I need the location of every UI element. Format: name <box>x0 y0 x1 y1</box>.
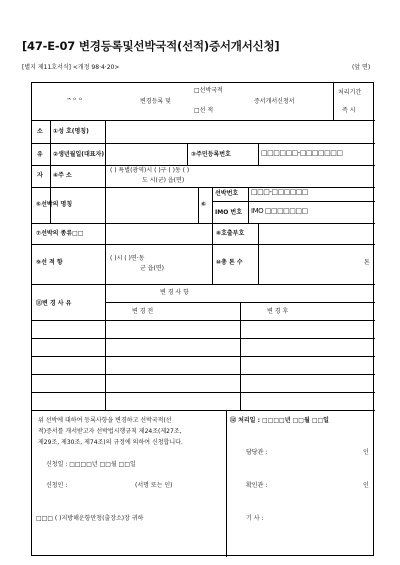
imo-number-field[interactable]: IMO □□□□□□□ <box>251 207 308 215</box>
rule <box>32 338 375 339</box>
rule <box>105 165 106 187</box>
rule <box>187 143 188 165</box>
address-label: ④주 소 <box>53 172 72 179</box>
processing-period-label: 처리기간 <box>338 89 362 96</box>
declaration-text: 위 선박에 대하여 등록사항을 변경하고 선박국적(선 <box>38 417 172 424</box>
birth-date-label: ②생년월일(대표자) <box>53 151 105 158</box>
page-title: [47-E-07 변경등록및선박국적(선적)증서개서신청] <box>22 39 280 53</box>
address-field[interactable]: ( ) 특별(광역)시 ( )구 ( )동 ( ) <box>110 167 190 174</box>
applicant-name-label: 신청인 : <box>46 482 68 489</box>
tonnage-unit: 톤 <box>364 259 370 266</box>
checker-label: 확인관 : <box>246 482 268 489</box>
port-of-registry-label: ⑨선 적 항 <box>36 259 63 266</box>
owner-name-label: ①성 호(명칭) <box>53 128 89 135</box>
certificate-title: 증서개서신청서 <box>254 98 295 105</box>
ship-number-label: 선박번호 <box>215 190 239 197</box>
declaration-text: 적)증서를 개서받고자 선박법시행규칙 제24조(제27조, <box>38 428 182 435</box>
rule <box>32 374 375 375</box>
rule <box>32 410 375 411</box>
rule <box>248 187 249 223</box>
rule <box>333 83 334 120</box>
application-form <box>31 82 374 556</box>
rule <box>258 244 259 284</box>
rule <box>198 187 199 223</box>
rule <box>32 120 375 121</box>
blank-label: ᄌᄋᄋ <box>66 98 84 105</box>
rule <box>105 120 106 143</box>
owner-side-label: 자 <box>37 172 43 179</box>
rule <box>32 187 375 188</box>
rule <box>105 244 106 284</box>
rule <box>258 143 259 165</box>
after-change-header: 변 경 후 <box>267 308 289 315</box>
gross-tonnage-label: ⑩총 톤 수 <box>216 259 243 266</box>
ship-type-label: ⑦선박의 종류□□ <box>36 230 84 237</box>
rule <box>32 356 375 357</box>
declaration-text: 제29조, 제30조, 제74조)의 규정에 의하여 신청합니다. <box>38 439 183 446</box>
rule <box>212 201 375 202</box>
rule <box>105 284 106 410</box>
rule <box>32 284 375 285</box>
before-change-header: 변 경 전 <box>132 308 154 315</box>
imo-number-label: IMO 번호 <box>215 209 242 216</box>
form-subtitle: [별지 제11호서식] <개정 98·4·20> <box>22 64 120 71</box>
rule <box>32 223 375 224</box>
rule <box>32 244 375 245</box>
call-sign-label: ⑧호출부호 <box>216 230 245 237</box>
addressee-office: □□□ ( )지방해운항만청(출장소)장 귀하 <box>36 515 144 522</box>
remarks-label: 기 사 : <box>246 515 264 522</box>
checker-seal: 인 <box>363 482 369 489</box>
registration-number-field[interactable]: □□□□□□-□□□□□□□ <box>261 149 343 157</box>
ship-name-label: ⑤선박의 명칭 <box>36 201 73 208</box>
officer-label: 담당관 : <box>246 449 268 456</box>
rule <box>32 143 375 144</box>
rule <box>32 320 375 321</box>
sign-or-seal-note: (서명 또는 인) <box>135 482 173 489</box>
item-six-marker: ⑥ <box>201 201 207 208</box>
change-registration-label: 변경등록 및 <box>140 98 171 105</box>
rule <box>105 223 106 244</box>
change-matters-header: 변 경 사 항 <box>160 289 189 296</box>
ship-number-field[interactable]: □□□-□□□□□□ <box>251 188 309 196</box>
registration-number-label: ③주민등록번호 <box>191 151 231 158</box>
application-date-field[interactable]: 신청일 : □□□□년 □□월 □□일 <box>46 461 136 468</box>
rule <box>212 244 213 284</box>
owner-side-label: 소 <box>37 128 43 135</box>
address-field-line2: 도 시(군) 읍(면) <box>142 177 185 184</box>
officer-seal: 인 <box>363 449 369 456</box>
rule <box>105 187 106 223</box>
rule <box>240 302 241 410</box>
rule <box>212 187 213 223</box>
rule <box>32 392 375 393</box>
page-indicator: (앞 면) <box>352 64 371 71</box>
rule <box>226 410 227 557</box>
port-of-registry-field[interactable]: ( )시 ( )면·동 <box>110 255 145 262</box>
owner-side-label: 유 <box>37 151 43 158</box>
processing-date-field[interactable]: ⑫ 처리일 : □□□□년 □□월 □□일 <box>230 417 329 424</box>
change-reason-label: ⑪변 경 사 유 <box>36 300 72 307</box>
nationality-checkbox[interactable]: □선박국적 <box>194 87 223 94</box>
rule <box>32 165 375 166</box>
port-of-registry-line2: 군 읍(면) <box>140 265 164 272</box>
rule <box>105 143 106 165</box>
rule <box>258 223 259 244</box>
processing-period-value: 즉 시 <box>342 107 356 114</box>
rule <box>212 223 213 244</box>
registry-checkbox[interactable]: □선 적 <box>194 107 214 114</box>
